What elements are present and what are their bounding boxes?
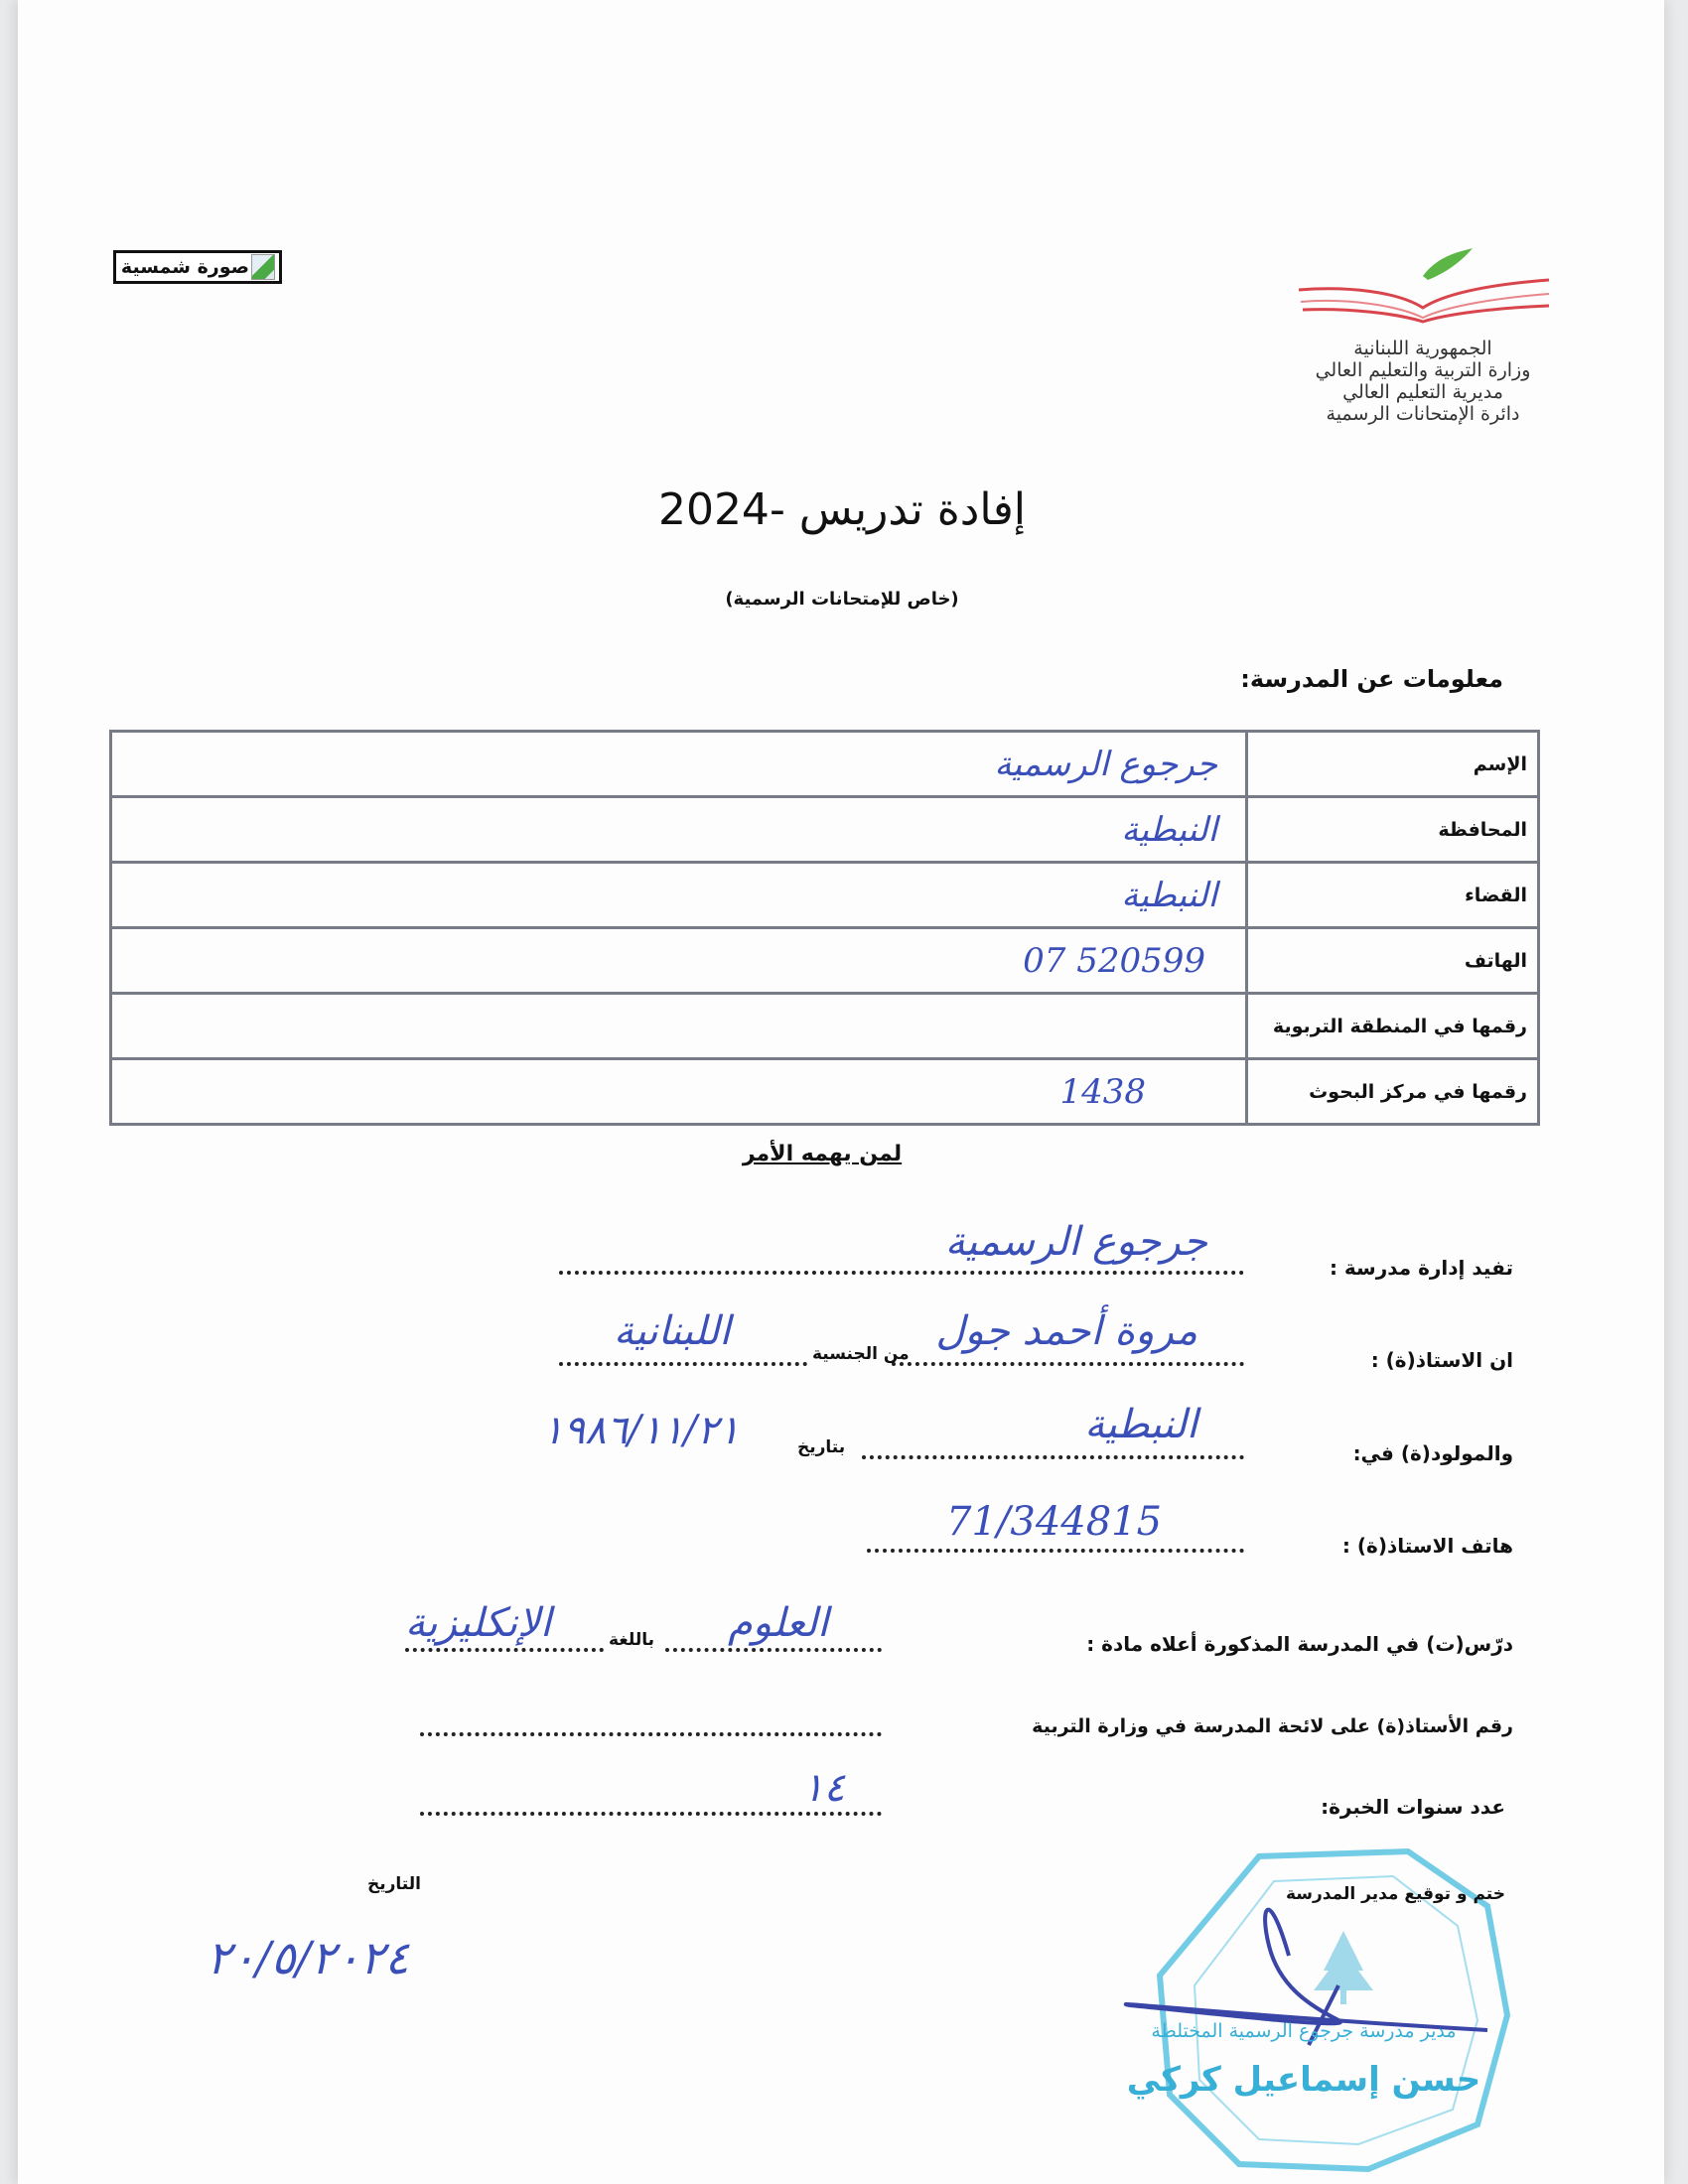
district-value[interactable]: النبطية bbox=[111, 863, 1247, 928]
teacher-name-value: مروة أحمد جول bbox=[935, 1308, 1197, 1354]
nationality-line[interactable] bbox=[559, 1362, 807, 1366]
experience-value: ١٤ bbox=[802, 1765, 845, 1811]
table-row bbox=[111, 1059, 1539, 1125]
school-admin-line[interactable] bbox=[559, 1271, 1244, 1275]
ministry-number-line[interactable] bbox=[420, 1732, 882, 1736]
nationality-label: من الجنسية bbox=[812, 1344, 910, 1364]
open-book-leaf-icon bbox=[1299, 248, 1549, 322]
birthplace-value: النبطية bbox=[1084, 1402, 1197, 1447]
school-admin-value: جرجوع الرسمية bbox=[944, 1219, 1207, 1265]
document-subtitle: (خاص للإمتحانات الرسمية) bbox=[725, 589, 959, 610]
teacher-phone-line[interactable] bbox=[867, 1549, 1244, 1553]
subject-line[interactable] bbox=[665, 1648, 882, 1652]
date-label: التاريخ bbox=[367, 1874, 421, 1894]
school-info-table bbox=[109, 730, 1540, 1126]
signature-label: ختم و توقيع مدير المدرسة bbox=[1285, 1884, 1505, 1904]
educational-zone-number-value[interactable] bbox=[111, 994, 1247, 1059]
experience-label: عدد سنوات الخبرة: bbox=[1321, 1795, 1505, 1819]
table-row bbox=[111, 928, 1539, 994]
subject-value: العلوم bbox=[728, 1600, 829, 1646]
school-phone-value[interactable]: 07 520599 bbox=[111, 928, 1247, 994]
org-line: الجمهورية اللبنانية bbox=[1353, 338, 1492, 359]
table-row bbox=[111, 863, 1539, 928]
research-center-number-value[interactable]: 1438 bbox=[111, 1059, 1247, 1125]
school-admin-label: تفيد إدارة مدرسة : bbox=[1329, 1256, 1513, 1280]
teacher-name-line[interactable] bbox=[892, 1362, 1244, 1366]
birthplace-label: والمولود(ة) في: bbox=[1352, 1441, 1513, 1465]
school-name-value[interactable]: جرجوع الرسمية bbox=[111, 732, 1247, 797]
org-line: مديرية التعليم العالي bbox=[1342, 381, 1503, 403]
cedar-tree-icon bbox=[1314, 1931, 1373, 2004]
teacher-label: ان الاستاذ(ة) : bbox=[1370, 1348, 1513, 1372]
experience-line[interactable] bbox=[420, 1812, 882, 1816]
table-row bbox=[111, 797, 1539, 863]
language-label: باللغة bbox=[609, 1630, 654, 1650]
stamp-title-line: مدير مدرسة جرجوع الرسمية المختلطة bbox=[1151, 2020, 1457, 2042]
photo-label: صورة شمسية bbox=[120, 256, 249, 278]
teacher-phone-label: هاتف الاستاذ(ة) : bbox=[1341, 1534, 1513, 1558]
to-whom-heading: لمن يهمه الأمر bbox=[742, 1142, 903, 1166]
ministry-number-label: رقم الأستاذ(ة) على لائحة المدرسة في وزارة التربية bbox=[1032, 1715, 1513, 1737]
school-info-heading: معلومات عن المدرسة: bbox=[1240, 665, 1503, 693]
organization-lines bbox=[1279, 338, 1567, 425]
nationality-value: اللبنانية bbox=[614, 1308, 731, 1354]
governorate-label: المحافظة bbox=[1247, 797, 1539, 863]
school-name-label: الإسم bbox=[1247, 732, 1539, 797]
birthdate-label: بتاريخ bbox=[797, 1437, 846, 1457]
document-page bbox=[18, 0, 1664, 2184]
district-label: القضاء bbox=[1247, 863, 1539, 928]
teacher-phone-value: 71/344815 bbox=[946, 1499, 1163, 1545]
governorate-value[interactable]: النبطية bbox=[111, 797, 1247, 863]
taught-subject-label: درّس(ت) في المدرسة المذكورة أعلاه مادة : bbox=[1086, 1632, 1513, 1656]
photo-placeholder bbox=[113, 250, 282, 284]
image-placeholder-icon bbox=[251, 254, 275, 280]
educational-zone-number-label: رقمها في المنطقة التربوية bbox=[1247, 994, 1539, 1059]
stamp-principal-name: حسن إسماعيل كركي bbox=[1126, 2060, 1481, 2100]
language-line[interactable] bbox=[405, 1648, 604, 1652]
org-line: وزارة التربية والتعليم العالي bbox=[1315, 359, 1531, 381]
school-phone-label: الهاتف bbox=[1247, 928, 1539, 994]
birthdate-value[interactable]: ١٩٨٦/١١/٢١ bbox=[542, 1408, 740, 1453]
birthplace-line[interactable] bbox=[862, 1455, 1244, 1459]
table-row bbox=[111, 994, 1539, 1059]
language-value: الإنكليزية bbox=[405, 1600, 552, 1646]
date-value[interactable]: ٢٠/٥/٢٠٢٤ bbox=[207, 1931, 409, 1984]
table-row bbox=[111, 732, 1539, 797]
document-title: إفادة تدريس -2024 bbox=[657, 484, 1027, 535]
research-center-number-label: رقمها في مركز البحوث bbox=[1247, 1059, 1539, 1125]
org-line: دائرة الإمتحانات الرسمية bbox=[1326, 403, 1520, 425]
